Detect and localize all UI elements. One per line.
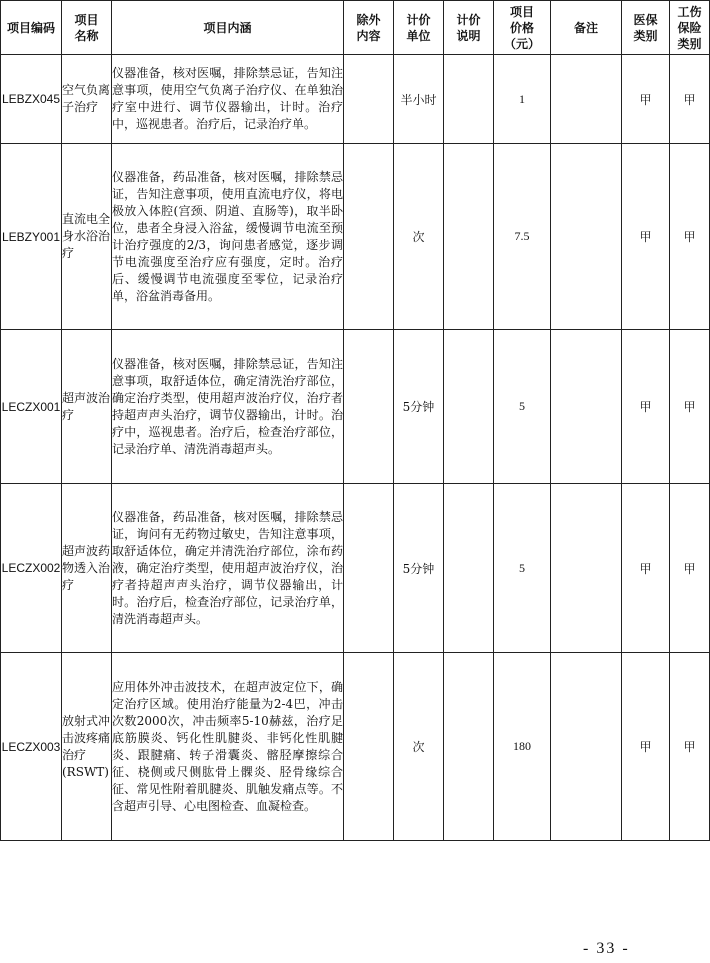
cell-content: 应用体外冲击波技术，在超声波定位下，确定治疗区域。使用治疗能量为2-4巴，冲击次数2000次，冲击频率5-10赫兹，治疗足底筋膜炎、钙化性肌腱炎、非钙化性肌腱炎、跟腱痛、转子滑囊炎、髂胫摩擦综合征、桡侧或尺侧肱骨上髁炎、胫骨缘综合征、常见性附着肌腱炎、肌触发痛点等。不含超声引导、心电图检查、血凝检查。 — [112, 653, 344, 841]
cell-medical-insurance: 甲 — [622, 144, 670, 330]
cell-price: 5 — [494, 484, 551, 653]
header-unit: 计价 单位 — [394, 1, 444, 55]
table-row — [1, 653, 710, 841]
header-medical-insurance: 医保 类别 — [622, 1, 670, 55]
cell-price: 7.5 — [494, 144, 551, 330]
cell-unit: 5分钟 — [394, 330, 444, 484]
table-row — [1, 484, 710, 653]
cell-name: 直流电全身水浴治疗 — [62, 144, 112, 330]
cell-price: 180 — [494, 653, 551, 841]
cell-injury-insurance: 甲 — [670, 653, 710, 841]
cell-unit: 半小时 — [394, 55, 444, 144]
cell-remark — [551, 55, 622, 144]
cell-pricing-note — [444, 144, 494, 330]
cell-exclusion — [344, 653, 394, 841]
cell-exclusion — [344, 55, 394, 144]
cell-name: 空气负离子治疗 — [62, 55, 112, 144]
cell-medical-insurance: 甲 — [622, 55, 670, 144]
cell-pricing-note — [444, 484, 494, 653]
cell-medical-insurance: 甲 — [622, 653, 670, 841]
cell-medical-insurance: 甲 — [622, 330, 670, 484]
cell-pricing-note — [444, 330, 494, 484]
header-price: 项目 价格 （元） — [494, 1, 551, 55]
table-row — [1, 55, 710, 144]
cell-exclusion — [344, 330, 394, 484]
cell-code: LEBZX045 — [1, 55, 62, 144]
table-row — [1, 330, 710, 484]
cell-remark — [551, 653, 622, 841]
table-row — [1, 144, 710, 330]
cell-content: 仪器准备，核对医嘱，排除禁忌证，告知注意事项，取舒适体位，确定清洗治疗部位，确定治疗类型，使用超声波治疗仪，治疗者持超声声头治疗，调节仪器输出，计时。治疗中，巡视患者。治疗后，检查治疗部位，记录治疗单、清洗消毒超声头。 — [112, 330, 344, 484]
cell-unit: 5分钟 — [394, 484, 444, 653]
cell-price: 1 — [494, 55, 551, 144]
cell-exclusion — [344, 144, 394, 330]
cell-medical-insurance: 甲 — [622, 484, 670, 653]
header-code: 项目编码 — [1, 1, 62, 55]
cell-remark — [551, 484, 622, 653]
cell-injury-insurance: 甲 — [670, 55, 710, 144]
header-exclusion: 除外 内容 — [344, 1, 394, 55]
cell-remark — [551, 330, 622, 484]
cell-injury-insurance: 甲 — [670, 484, 710, 653]
cell-exclusion — [344, 484, 394, 653]
cell-content: 仪器准备，药品准备，核对医嘱，排除禁忌证，告知注意事项，使用直流电疗仪，将电极放入体腔(宫颈、阴道、直肠等)，取半卧位，患者全身浸入浴盆，缓慢调节电流至预计治疗强度的2/3，询问患者感觉，逐步调节电流强度至治疗应有强度，定时。治疗后、缓慢调节电流强度至零位，记录治疗单，浴盆消毒备用。 — [112, 144, 344, 330]
header-pricing-note: 计价 说明 — [444, 1, 494, 55]
header-content: 项目内涵 — [112, 1, 344, 55]
header-injury-insurance: 工伤 保险 类别 — [670, 1, 710, 55]
cell-price: 5 — [494, 330, 551, 484]
cell-code: LECZX001 — [1, 330, 62, 484]
cell-name: 超声波药物透入治疗 — [62, 484, 112, 653]
header-name: 项目 名称 — [62, 1, 112, 55]
cell-unit: 次 — [394, 144, 444, 330]
cell-name: 放射式冲击波疼痛治疗(RSWT) — [62, 653, 112, 841]
cell-injury-insurance: 甲 — [670, 330, 710, 484]
table-header-row — [1, 1, 710, 55]
cell-code: LECZX003 — [1, 653, 62, 841]
cell-pricing-note — [444, 653, 494, 841]
page-number: - 33 - — [583, 940, 630, 957]
cell-code: LECZX002 — [1, 484, 62, 653]
header-remark: 备注 — [551, 1, 622, 55]
cell-code: LEBZY001 — [1, 144, 62, 330]
cell-content: 仪器准备，药品准备，核对医嘱，排除禁忌证，询问有无药物过敏史，告知注意事项，取舒适体位，确定并清洗治疗部位，涂布药液，确定治疗类型，使用超声波治疗仪，治疗者持超声声头治疗，调节仪器输出，计时。治疗后，检查治疗部位，记录治疗单，清洗消毒超声头。 — [112, 484, 344, 653]
cell-name: 超声波治疗 — [62, 330, 112, 484]
cell-injury-insurance: 甲 — [670, 144, 710, 330]
cell-unit: 次 — [394, 653, 444, 841]
cell-content: 仪器准备，核对医嘱，排除禁忌证，告知注意事项，使用空气负离子治疗仪、在单独治疗室中进行、调节仪器输出，计时。治疗中，巡视患者。治疗后，记录治疗单。 — [112, 55, 344, 144]
cell-pricing-note — [444, 55, 494, 144]
cell-remark — [551, 144, 622, 330]
